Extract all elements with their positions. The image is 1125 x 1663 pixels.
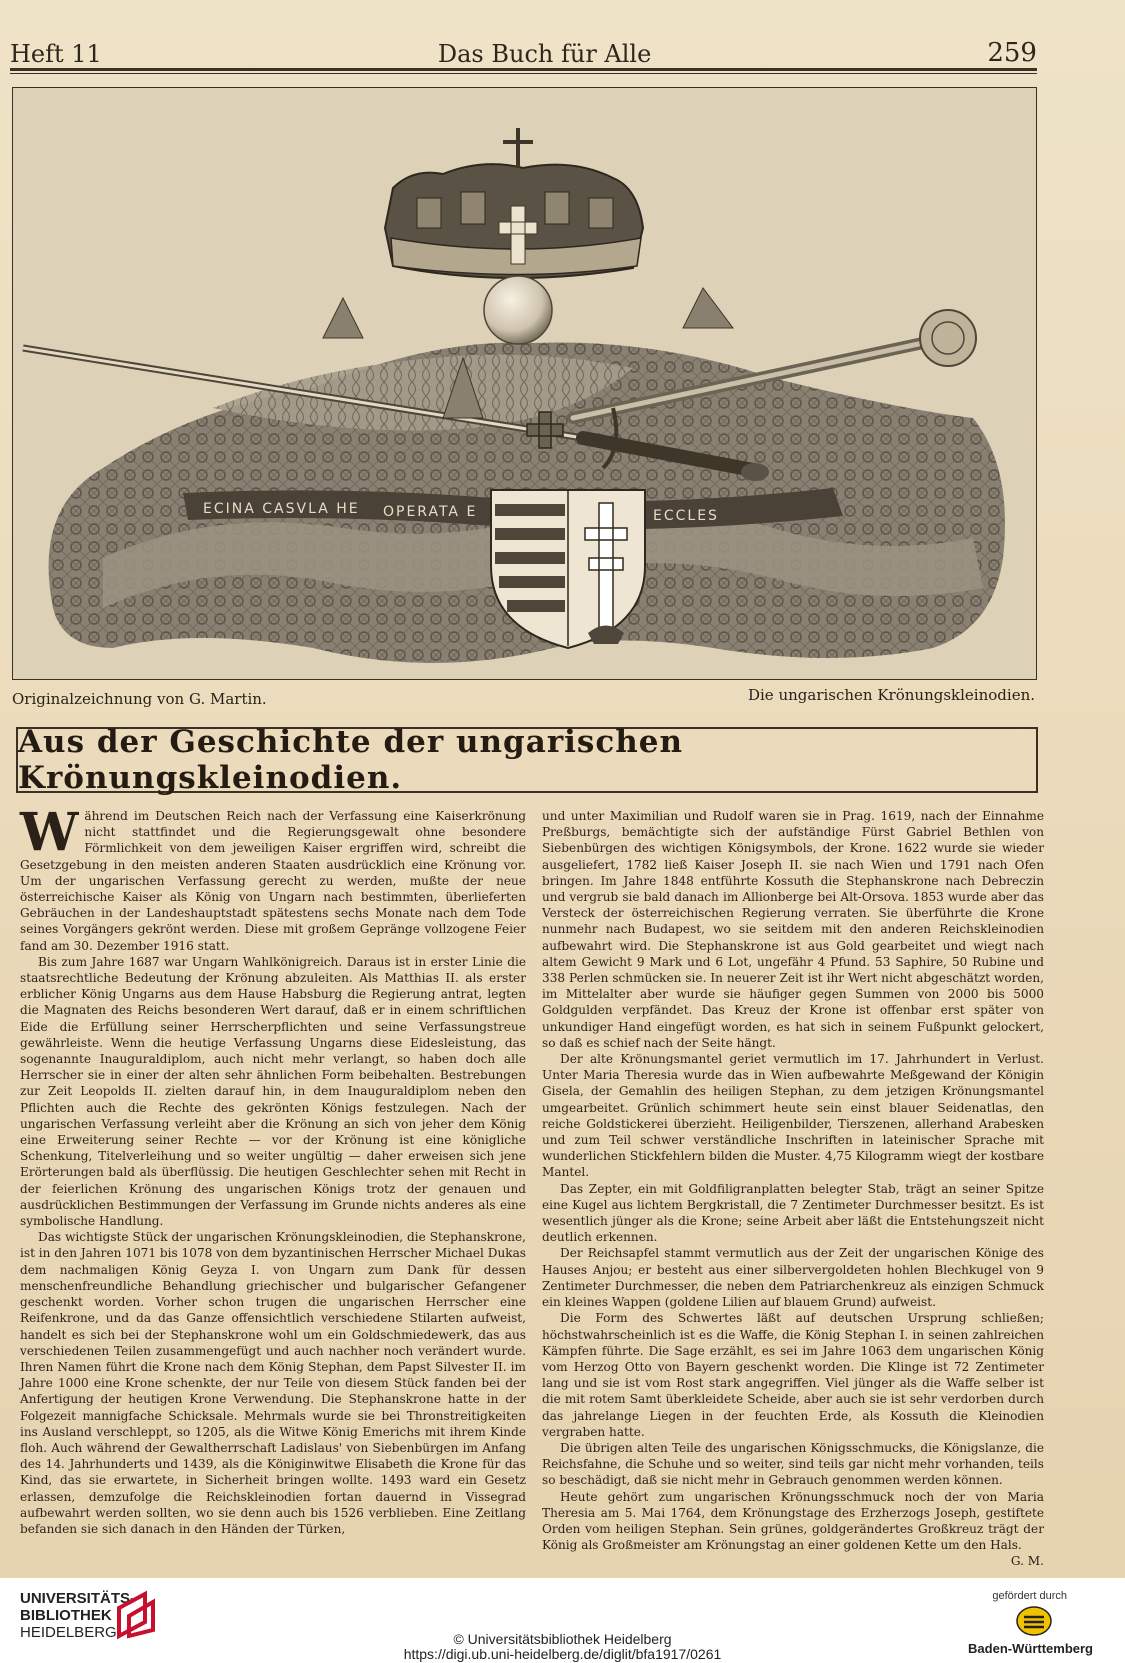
paragraph-text: ährend im Deutschen Reich nach der Verfassung eine Kaiserkrönung nicht stattfindet und die Regierungsgewalt ohne besondere Förmlichkeit von dem jeweiligen Kaiser ergriffen wird, schreibt die Gesetzgebung in den meisten anderen Staaten ausdrücklich eine Krönung vor. Um der ungarischen Verfassung gerecht zu werden, mußte der neue österreichische Kaiser als König von Ungarn nach bestimmten, überlieferten Gebräuchen in der Landeshauptstadt spätestens sechs Monate nach dem Tode seines Vorgängers gekrönt werden. Diese mit großem Gepränge vollzogene Feier fand am 30. Dezember 1916 statt. xyxy=(20,809,526,953)
library-name-line: BIBLIOTHEK xyxy=(20,1607,112,1624)
paragraph xyxy=(542,1489,1044,1569)
paragraph: Der Reichsapfel stammt vermutlich aus der Zeit der ungarischen Könige des Hauses Anjou; er besteht aus einer silbervergoldeten hohlen Blechkugel von 9 Zentimeter Durchmesser, die neben dem Patriarchenkreuz als einzigen Schmuck ein kleines Wappen (goldene Lilien auf blauem Grund) aufweist. xyxy=(542,1246,1044,1310)
article-title: Aus der Geschichte der ungarischen Krönungskleinodien. xyxy=(18,724,684,796)
footer xyxy=(0,1578,1125,1663)
drop-cap: W xyxy=(20,802,79,863)
paragraph: Das Zepter, ein mit Goldfiligranplatten belegter Stab, trägt an seiner Spitze eine Kugel aus lichtem Bergkristall, die 7 Zentimeter Durchmesser besitzt. Es ist wesentlich jünger als die Krone; seine Arbeit aber läßt die Entstehungszeit nicht deutlich erkennen. xyxy=(542,1181,1044,1245)
illustration-caption: Die ungarischen Krönungskleinodien. xyxy=(747,686,1035,704)
running-head xyxy=(10,36,1037,68)
copyright-notice: © Universitätsbibliothek Heidelberg xyxy=(453,1631,672,1647)
paragraph: und unter Maximilian und Rudolf waren sie in Prag. 1619, nach der Einnahme Preßburgs, bemächtigte sich der aufständige Fürst Gabriel Bethlen von Siebenbürgen des wichtigen Königsymbols, der Krone. 1622 wurde sie wieder ausgeliefert, 1782 ließ Kaiser Joseph II. sie nach Wien und 1791 nach Ofen bringen. Im Jahre 1848 entführte Kossuth die Stephanskrone nach Debreczin und vergrub sie bald danach im Allionberge bei Alt-Orsova. 1853 wurde aber das Versteck der österreichischen Regierung verraten. Sie überführte die Krone nunmehr nach Budapest, wo sie seitdem mit den anderen Reichskleinodien aufbewahrt wird. Die Stephanskrone ist aus Gold gearbeitet und wiegt nach altem Gewicht 9 Mark und 6 Lot, ungefähr 4 Pfund. 53 Saphire, 50 Rubine und 338 Perlen schmücken sie. In neuerer Zeit ist ihr Wert nicht abgeschätzt worden, im Mittelalter aber wurde sie häufiger gegen Summen von 2000 bis 5000 Goldgulden verpfändet. Das Kreuz der Krone ist offenbar erst später von unkundiger Hand eingefügt worden, es hat sich in seinem Fußpunkt gelockert, so daß es schief nach der Seite hängt. xyxy=(542,809,1044,1050)
baden-wuerttemberg-emblem-icon[interactable] xyxy=(1015,1605,1053,1637)
paragraph xyxy=(20,802,526,954)
paragraph: Die Form des Schwertes läßt auf deutschen Ursprung schließen; höchstwahrscheinlich ist es die Waffe, die König Stephan I. in seinen zahlreichen Kämpfen führte. Die Sage erzählt, es sei im Jahre 1063 dem ungarischen König vom Herzog Otto von Bayern geschenkt worden. Die Klinge ist 72 Zentimeter lang und sie ist vom Rost stark angegriffen. Viel jünger als die Waffe selber ist die mit rotem Samt überkleidete Scheide, aber auch sie ist sehr verdorben durch das jahrelange Liegen in der feuchten Erde, als Kossuth die Kleinodien vergraben hatte. xyxy=(542,1311,1044,1439)
inscription-3: ECCLES xyxy=(653,508,719,524)
paragraph: Die übrigen alten Teile des ungarischen Königsschmucks, die Königslanze, die Reichsfahne, die Schuhe und so weiter, sind teils gar nicht mehr vorhanden, teils so beschädigt, daß sie nicht mehr in Gebrauch genommen werden können. xyxy=(542,1440,1044,1488)
inscription-1: ECINA CASVLA HE xyxy=(203,501,360,517)
article-title-box xyxy=(16,724,1038,796)
header-rule-thin xyxy=(10,73,1037,74)
paragraph: Bis zum Jahre 1687 war Ungarn Wahlkönigreich. Daraus ist in erster Linie die staatsrechtliche Bedeutung der Krönung abzuleiten. Als Matthias II. als erster erblicher König Ungarns aus dem Hause Habsburg die Regierung antrat, legten die Magnaten des Reichs besonderen Wert darauf, daß er in einem schriftlichen Eide die Erfüllung seiner Herrscherpflichten und seine Verfassungstreue gewährleiste. Wenn die heutige Verfassung Ungarns diese Eidesleistung, das sogenannte Inauguraldiplom, auch nicht mehr verlangt, so haben doch alle Herrscher sie in einer der alten sehr ähnlichen Form beibehalten. Bestrebungen zur Zeit Leopolds II. zielten darauf hin, in dem Inauguraldiplom neben den Pflichten auch die Rechte des gekrönten Königs festzulegen. Nach der ungarischen Verfassung verleiht aber die Krönung an sich von jeher dem König eine Erweiterung seiner Rechte — vor der Krönung ist eine königliche Schenkung, Titelverleihung und so weiter ungültig — daher erweisen sich jene Erörterungen bald als überflüssig. Die heutigen Geschlechter sehen mit Recht in der feierlichen Krönung des ungarischen Königs trotz der genauen und ausdrücklichen Bestimmungen der Verfassung im Grunde nichts anderes als eine symbolische Handlung. xyxy=(20,954,526,1229)
issue-label: Heft 11 xyxy=(10,40,102,68)
library-name-line: HEIDELBERG xyxy=(20,1624,117,1641)
inscription-2: OPERATA E xyxy=(383,504,478,520)
paragraph-text: Heute gehört zum ungarischen Krönungsschmuck noch der von Maria Theresia am 5. Mai 1764, dem Krönungstage des Erzherzogs Joseph, gestiftete Orden vom heiligen Stephan. Sein grünes, goldgerändertes Großkreuz trägt der König als Großmeister am Krönungstag an einer goldenen Kette um den Hals. xyxy=(542,1489,1044,1553)
illustration-drawing xyxy=(13,88,1036,679)
author-signature: G. M. xyxy=(1010,1554,1044,1569)
page-number: 259 xyxy=(987,38,1037,68)
paragraph: Das wichtigste Stück der ungarischen Krönungskleinodien, die Stephanskrone, ist in den Jahren 1071 bis 1078 von dem byzantinischen Herrscher Michael Dukas dem nachmaligen König Geyza I. von Ungarn zum Dank für dessen menschenfreundliche Behandlung griechischer und bulgarischer Gefangener geschenkt worden. Vorher schon trugen die ungarischen Herrscher eine Reifenkrone, und da das Ganze offensichtlich verschiedene Stilarten aufweist, handelt es sich bei der Stephanskrone wohl um ein Goldschmiedewerk, das aus verschiedenen Teilen zusammengefügt und auch nachher noch verändert wurde. Ihren Namen führt die Krone nach dem König Stephan, dem Papst Silvester II. im Jahre 1000 eine Krone schenkte, der nur Teile von diesem Stück fanden bei der Anfertigung der heutigen Krone Verwendung. Die Stephanskrone hatte in der Folgezeit mannigfache Schicksale. Mehrmals wurde sie bei Thronstreitigkeiten ins Ausland verschleppt, so 1205, als die Witwe König Emerichs mit ihrem Kinde floh. Auch während der Gewaltherrschaft Ladislaus' von Siebenbürgen im Anfang des 14. Jahrhunderts und 1439, als die Königinwitwe Elisabeth die Krone für das Kind, das sie erwartete, in Sicherheit bringen wollte. 1493 ward ein Gesetz erlassen, demzufolge die Reichskleinodien fortan dauernd in Vissegrad aufbewahrt werden sollten, wo sie denn auch bis 1526 verblieben. Eine Zeitlang befanden sie sich danach in den Händen der Türken, xyxy=(20,1230,526,1536)
paragraph: Der alte Krönungsmantel geriet vermutlich im 17. Jahrhundert in Verlust. Unter Maria Theresia wurde das in Wien aufbewahrte Meßgewand der Königin Gisela, der Gemahlin des heiligen Stephan, zu dem jetzigen Krönungsmantel umgearbeitet. Grünlich schimmert heute sein einst blauer Seidenatlas, den reiche Goldstickerei überzieht. Heiligenbilder, Tierszenen, allerhand Arabesken und zum Teil schwer verständliche Inschriften in lateinischer Sprache mit wunderlichen Stickfehlern bilden die Muster. 4,75 Kilogramm wiegt der kostbare Mantel. xyxy=(542,1052,1044,1180)
magazine-title: Das Buch für Alle xyxy=(437,40,652,68)
crown-jewels-illustration xyxy=(12,87,1037,680)
header-rule xyxy=(10,68,1037,71)
text-column-right xyxy=(542,808,1044,1570)
funder-name: Baden-Württemberg xyxy=(968,1641,1093,1656)
library-name-line: UNIVERSITÄTS- xyxy=(20,1590,136,1607)
text-column-left xyxy=(20,802,526,1537)
orb xyxy=(484,276,552,344)
permalink-url[interactable]: https://digi.ub.uni-heidelberg.de/diglit/bfa1917/0261 xyxy=(403,1646,722,1662)
illustration-credit: Originalzeichnung von G. Martin. xyxy=(12,690,267,708)
funded-by-label: gefördert durch xyxy=(992,1590,1067,1602)
